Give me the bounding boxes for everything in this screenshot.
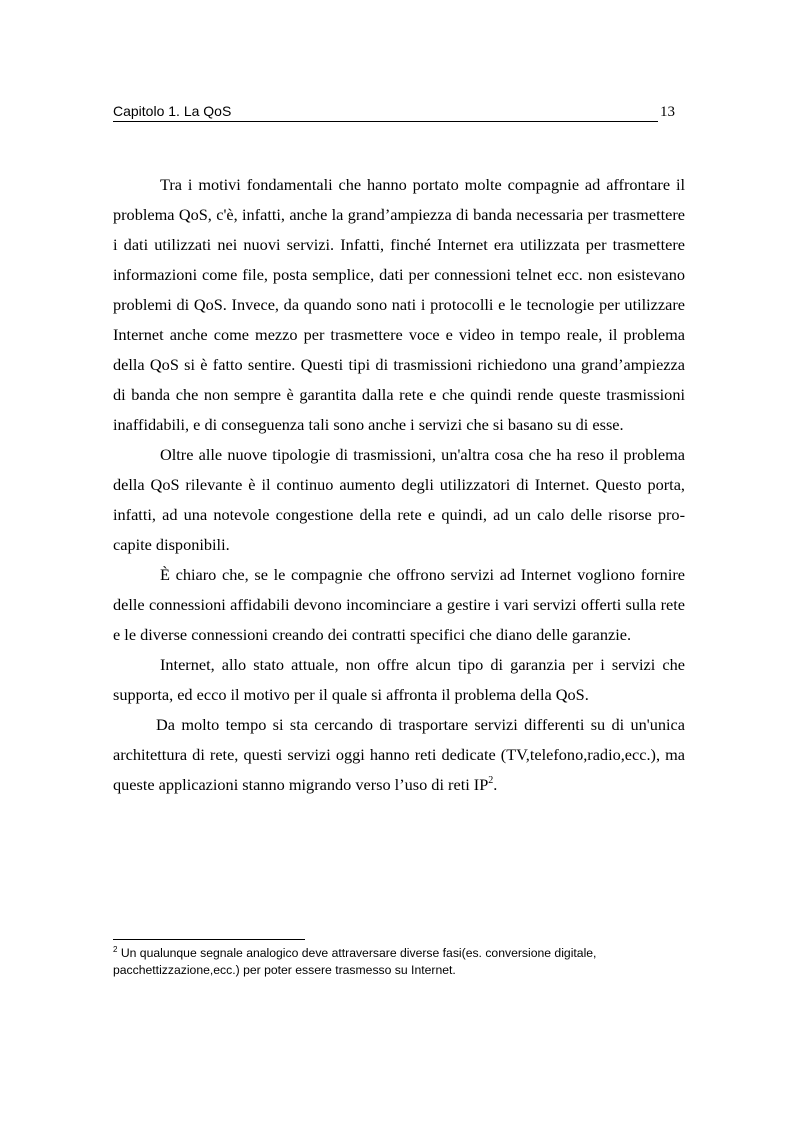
paragraph-end: .: [493, 775, 498, 794]
footnote-text: Un qualunque segnale analogico deve attraversare diverse fasi(es. conversione digitale, pacchettizzazione,ecc.) per poter essere trasmesso su Internet.: [113, 946, 597, 977]
footnote-marker: 2: [113, 945, 118, 954]
footnote: [113, 945, 673, 979]
paragraph: Oltre alle nuove tipologie di trasmissioni, un'altra cosa che ha reso il problema della QoS rilevante è il continuo aumento degli utilizzatori di Internet. Questo porta, infatti, ad una notevole congestione della rete e quindi, ad un calo delle risorse pro-capite disponibili.: [113, 445, 685, 554]
paragraph: È chiaro che, se le compagnie che offrono servizi ad Internet vogliono fornire delle connessioni affidabili devono incominciare a gestire i vari servizi offerti sulla rete e le diverse connessioni creando dei contratti specifici che diano delle garanzie.: [113, 565, 685, 644]
paragraph: Internet, allo stato attuale, non offre alcun tipo di garanzia per i servizi che supporta, ed ecco il motivo per il quale si affronta il problema della QoS.: [113, 655, 685, 704]
paragraph-text: Da molto tempo si sta cercando di trasportare servizi differenti su di un'unica architettura di rete, questi servizi oggi hanno reti dedicate (TV,telefono,radio,ecc.), ma queste applicazioni stanno migrando verso l’uso di reti IP: [113, 715, 685, 794]
page-number: 13: [660, 104, 675, 120]
chapter-title: Capitolo 1. La QoS: [113, 103, 232, 119]
paragraph: Tra i motivi fondamentali che hanno portato molte compagnie ad affrontare il problema QoS, c'è, infatti, anche la grand’ampiezza di banda necessaria per trasmettere i dati utilizzati nei nuovi servizi. Infatti, finché Internet era utilizzata per trasmettere informazioni come file, posta semplice, dati per connessioni telnet ecc. non esistevano problemi di QoS. Invece, da quando sono nati i protocolli e le tecnologie per utilizzare Internet anche come mezzo per trasmettere voce e video in tempo reale, il problema della QoS si è fatto sentire. Questi tipi di trasmissioni richiedono una grand’ampiezza di banda che non sempre è garantita dalla rete e che quindi rende queste trasmissioni inaffidabili, e di conseguenza tali sono anche i servizi che si basano su di esse.: [113, 175, 685, 434]
running-header: [113, 101, 658, 122]
footnote-divider: [113, 939, 305, 940]
paragraph: [113, 710, 685, 800]
body-text: [113, 170, 685, 800]
footnote-reference[interactable]: 2: [488, 775, 494, 786]
